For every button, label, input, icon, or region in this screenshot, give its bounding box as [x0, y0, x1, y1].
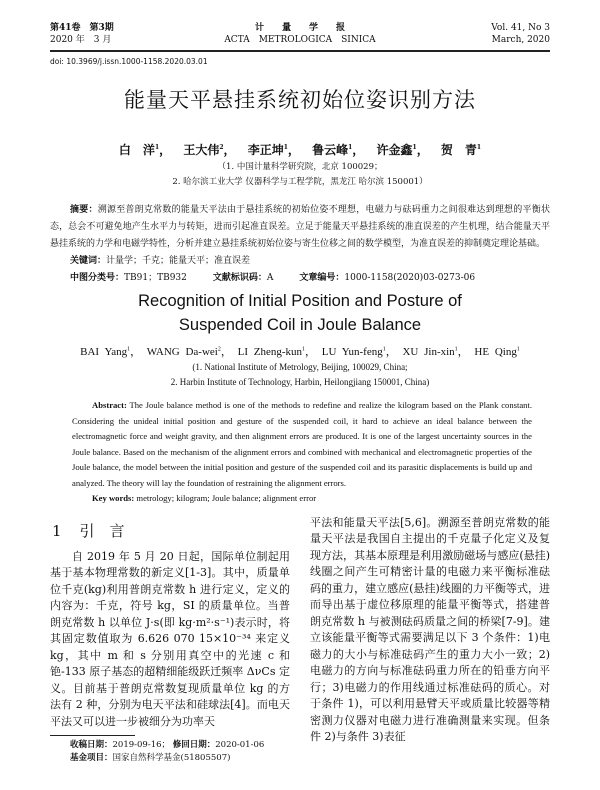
abstract-label: 摘要：: [70, 205, 98, 215]
keywords-en: [72, 491, 532, 507]
abstract-text: 溯源至普朗克常数的能量天平法由于悬挂系统的初始位姿不理想，电磁力与砝码重力之间很难达到理想的平衡状态，总会不可避免地产生水平力与转矩，进而引起准直误差。立足于能量天平悬挂系统的准直误差的产生机理，结合能量天平悬挂系统的力学和电磁学特性，分析并建立悬挂系统初始位姿与寄生位移之间的数学模型，为准直误差的抑制奠定理论基础。: [50, 205, 550, 249]
keywords-en-text: metrology; kilogram; Joule balance; alignment error: [136, 493, 317, 503]
author: BAI Yang$^1$，: [80, 346, 147, 358]
affiliations-en: [0, 360, 600, 390]
article-no-label: 文章编号：: [299, 273, 345, 283]
author-affiliation-mark: 1: [127, 346, 131, 353]
author-affiliation-mark: 1: [516, 346, 520, 353]
author: WANG Da-wei$^2$，: [146, 346, 238, 358]
author: [474, 346, 519, 358]
author-name: HE Qing: [474, 346, 517, 358]
classification-line: [70, 270, 600, 287]
author-name: BAI Yang: [80, 346, 128, 358]
author-affiliation-mark: 1: [412, 144, 417, 151]
doc-code-label: 文献标识码：: [212, 273, 267, 283]
volume-cn: 第41卷 第3期: [50, 23, 114, 33]
author-affiliation-mark: 1: [382, 346, 386, 353]
article-body: [0, 86, 600, 765]
received-label: 收稿日期：: [70, 740, 113, 750]
footnote-rule: [50, 735, 135, 736]
body-left-column: 自 2019 年 5 月 20 日起，国际单位制起用基于基本物理常数的新定义[1-3]。其中，质量单位千克(kg)利用普朗克常数 h 进行定义，定义的内容为：千克，符号 kg，SI 的质量单位。当普朗克常数 h 以单位 J·s(即 kg·m²·s⁻¹)表示时，将其固定数值取为 6.626 070 15×10⁻³⁴ 来定义 kg，其中 m 和 s 分别用真空中的光速 c 和铯-133 原子基态的超精细能级跃迁频率 ΔνCs 定义。目前基于普朗克常数复现质量单位 kg 的方法有 2 种，分别为电天平法和硅球法[4]。而电天平法又可以进一步被细分为功率天: [50, 549, 290, 728]
revised-date: 2020-01-06: [215, 740, 265, 750]
clc-value: TB91；TB932: [124, 273, 187, 283]
author: LI Zheng-kun$^1$，: [237, 346, 322, 358]
affiliation-1: （1. 中国计量科学研究院，北京 100029；: [217, 162, 383, 172]
two-column-body: [50, 515, 550, 766]
author-name: XU Jin-xin: [402, 346, 455, 358]
received-date: 2019-09-16；: [112, 740, 171, 750]
author-affiliation-mark: 1: [454, 346, 458, 353]
footnote-dates: [70, 739, 290, 752]
abstract-en: [72, 398, 532, 491]
author-affiliation-mark: 2: [217, 346, 221, 353]
author-affiliation-mark: 1: [476, 144, 482, 151]
author: 王大伟$^2$，: [183, 143, 248, 157]
author-name: 白 洋: [118, 143, 155, 157]
author: LU Yun-feng$^1$，: [321, 346, 403, 358]
title-en: [0, 289, 600, 337]
doc-code-value: A: [266, 273, 274, 283]
volume-en: Vol. 41, No 3: [491, 23, 550, 33]
revised-label: 修回日期：: [172, 740, 216, 750]
author-name: WANG Da-wei: [146, 346, 218, 358]
author-affiliation-mark: 1: [348, 144, 353, 151]
section-heading: [52, 519, 290, 543]
header-left: [50, 22, 114, 46]
author: 鲁云峰$^1$，: [312, 143, 377, 157]
author-affiliation-mark: 1: [154, 144, 160, 151]
fund-label: 基金项目：: [70, 753, 113, 763]
affiliation-2: 2. 哈尔滨工业大学 仪器科学与工程学院，黑龙江 哈尔滨 150001）: [172, 177, 428, 187]
abstract-en-text: The Joule balance method is one of the methods to redefine and realize the kilogram based on the Plank constant. Considering the unideal initial position and gesture of the suspended coil, it hard to achieve an ideal balance between the electromagnetic force and weight gravity, and then alignment errors are produced. It is one of the largest uncertainty sources in the Joule balance. Based on the mechanism of the alignment errors and combined with mechanical and electromagnetic properties of the Joule balance, the model between the initial position and gesture of the suspended coil and its parasitic displacements is build up and analyzed. The theory will lay the foundation of restraining the alignment errors.: [72, 400, 532, 488]
header-right: [491, 22, 550, 46]
journal-name: [150, 22, 450, 46]
title-cn: 能量天平悬挂系统初始位姿识别方法: [124, 88, 476, 112]
section-title: 引 言: [79, 521, 125, 540]
date-en: March, 2020: [491, 35, 550, 45]
keywords-label: 关键词：: [70, 256, 107, 266]
header-rule: [50, 50, 550, 52]
author-name: 李正坤: [247, 143, 284, 157]
affiliations-cn: [0, 160, 600, 190]
keywords-en-label: Key words:: [92, 493, 135, 503]
body-right-column: 平法和能量天平法[5,6]。溯源至普朗克常数的能量天平法是我国自主提出的千克量子化定义及复现方法，其基本原理是利用激励磁场与感应(悬挂)线圈之间产生可精密计量的电磁力来平衡标准砝码的重力，建立感应(悬挂)线圈的力平衡等式，进而导出基于虚位移原理的能量平衡等式，搭建普朗克常数 h 与被测砝码质量之间的桥梁[7-9]。建立该能量平衡等式需要满足以下 3 个条件：1)电磁力的大小与标准砝码产生的重力大小一致；2)电磁力的方向与标准砝码重力所在的铅垂方向平行；3)电磁力的作用线通过标准砝码的质心。对于条件 1)，可以利用悬臂天平或质量比较器等精密测力仪器对电磁力进行准确测量来实现。但条件 2)与条件 3)表征: [310, 515, 550, 743]
author-affiliation-mark: 1: [302, 346, 306, 353]
author-name: LU Yun-feng: [321, 346, 383, 358]
clc-label: 中图分类号：: [70, 273, 125, 283]
author-name: LI Zheng-kun: [237, 346, 303, 358]
author-name: 鲁云峰: [312, 143, 349, 157]
footnote-fund: [70, 752, 290, 765]
title-en-line-2: Suspended Coil in Joule Balance: [178, 316, 422, 334]
author-name: 王大伟: [183, 143, 220, 157]
authors-en: [0, 345, 600, 360]
doi: doi: 10.3969/j.issn.1000-1158.2020.03.01: [50, 57, 208, 66]
affiliation-en-2: 2. Harbin Institute of Technology, Harbin, Heilongjiang 150001, China): [170, 377, 430, 387]
article-no-value: 1000-1158(2020)03-0273-06: [344, 273, 476, 283]
author-affiliation-mark: 2: [219, 144, 224, 151]
affiliation-en-1: (1. National Institute of Metrology, Beijing, 100029, China;: [192, 362, 408, 372]
authors-cn: [0, 142, 600, 158]
author: XU Jin-xin$^1$，: [402, 346, 475, 358]
journal-cn: 计 量 学 报: [254, 23, 345, 33]
author-name: 许金鑫: [376, 143, 413, 157]
keywords-cn: [70, 253, 550, 270]
right-column: [310, 515, 550, 766]
author: 许金鑫$^1$，: [376, 143, 441, 157]
author: 李正坤$^1$，: [247, 143, 313, 157]
title-en-line-1: Recognition of Initial Position and Posture of: [138, 292, 462, 310]
abstract-cn: [50, 202, 550, 253]
section-number: 1: [52, 521, 62, 540]
author: 白 洋$^1$，: [118, 143, 184, 157]
abstract-en-label: Abstract:: [92, 400, 127, 410]
left-column: [50, 515, 290, 766]
fund-value: 国家自然科学基金(51805507): [112, 753, 231, 763]
author: [441, 143, 481, 157]
author-name: 贺 青: [440, 143, 477, 157]
author-affiliation-mark: 1: [283, 144, 288, 151]
journal-en: ACTA METROLOGICA SINICA: [224, 35, 376, 45]
date-cn: 2020 年 3 月: [50, 35, 112, 45]
keywords-text: 计量学；千克；能量天平；准直误差: [106, 256, 251, 266]
